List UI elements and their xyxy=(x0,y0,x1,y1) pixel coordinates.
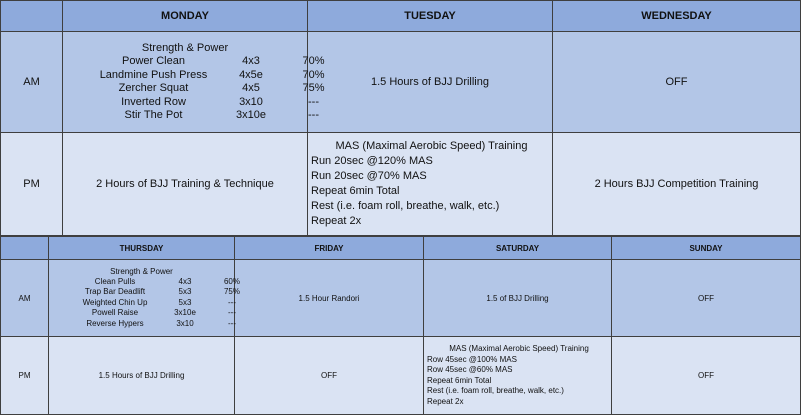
mas-line: Rest (i.e. foam roll, breathe, walk, etc.) xyxy=(311,200,500,212)
exercise-sets: 3x10e xyxy=(174,308,196,318)
exercise-sets: 3x10 xyxy=(239,95,263,108)
am-label: AM xyxy=(1,260,49,337)
exercise-sets: 5x3 xyxy=(178,287,192,297)
mas-line: Row 45sec @60% MAS xyxy=(427,365,513,374)
wednesday-pm-cell: 2 Hours BJJ Competition Training xyxy=(553,133,801,236)
mas-block xyxy=(308,139,552,229)
exercise-sets: 4x5e xyxy=(239,68,263,81)
lift-row xyxy=(71,287,240,298)
mas-block xyxy=(424,344,611,407)
exercise-sets: 3x10e xyxy=(236,109,266,122)
lift-row xyxy=(91,109,319,123)
mas-line: Repeat 6min Total xyxy=(311,185,400,197)
tuesday-pm-cell xyxy=(308,133,553,236)
exercise-name: Reverse Hypers xyxy=(86,318,144,328)
am-row xyxy=(1,32,801,133)
exercise-name: Inverted Row xyxy=(121,95,186,108)
lift-row xyxy=(91,95,319,110)
mas-line: Rest (i.e. foam roll, breathe, walk, etc.) xyxy=(427,386,564,395)
header-saturday: SATURDAY xyxy=(424,237,612,260)
header-tuesday: TUESDAY xyxy=(308,1,553,32)
exercise-intensity: 70% xyxy=(302,55,325,68)
exercise-intensity: --- xyxy=(228,318,236,328)
lift-block-title: Strength & Power xyxy=(141,42,229,55)
mas-line: Run 20sec @120% MAS xyxy=(311,155,433,167)
mas-line: Row 45sec @100% MAS xyxy=(427,354,517,364)
exercise-sets: 3x10 xyxy=(176,318,194,328)
wednesday-am-cell: OFF xyxy=(553,32,801,133)
exercise-intensity: --- xyxy=(308,95,319,108)
exercise-sets: 4x3 xyxy=(178,276,192,286)
exercise-intensity: 75% xyxy=(302,82,325,95)
header-row xyxy=(1,237,801,260)
lift-row xyxy=(91,68,325,83)
lift-row xyxy=(71,319,234,330)
lift-row xyxy=(91,55,325,69)
exercise-sets: 5x3 xyxy=(178,297,192,307)
exercise-sets: 4x5 xyxy=(242,82,260,95)
exercise-name: Clean Pulls xyxy=(94,276,136,286)
mas-line: Repeat 6min Total xyxy=(427,375,492,385)
pm-row xyxy=(1,133,801,236)
sunday-am-cell: OFF xyxy=(612,260,801,337)
lift-row xyxy=(71,298,234,309)
mas-line: Repeat 2x xyxy=(427,396,464,406)
thursday-pm-cell: 1.5 Hours of BJJ Drilling xyxy=(49,337,235,415)
mas-line: Repeat 2x xyxy=(311,215,362,227)
monday-am-cell xyxy=(63,32,325,133)
saturday-am-cell: 1.5 of BJJ Drilling xyxy=(424,260,612,337)
pm-label: PM xyxy=(1,133,63,236)
header-friday: FRIDAY xyxy=(235,237,424,260)
exercise-name: Powell Raise xyxy=(91,308,139,318)
exercise-name: Landmine Push Press xyxy=(99,68,208,81)
exercise-name: Stir The Pot xyxy=(124,109,183,122)
tuesday-am-cell: 1.5 Hours of BJJ Drilling xyxy=(308,32,553,133)
am-row xyxy=(1,260,801,337)
friday-pm-cell: OFF xyxy=(235,337,424,415)
mas-line: Run 20sec @70% MAS xyxy=(311,170,427,182)
sunday-pm-cell: OFF xyxy=(612,337,801,415)
exercise-intensity: --- xyxy=(308,109,319,122)
lift-row xyxy=(71,308,234,319)
lift-row xyxy=(91,82,325,96)
exercise-name: Zercher Squat xyxy=(118,82,189,95)
header-monday: MONDAY xyxy=(63,1,308,32)
saturday-pm-cell xyxy=(424,337,612,415)
am-label: AM xyxy=(1,32,63,133)
exercise-sets: 4x3 xyxy=(242,55,260,68)
exercise-name: Weighted Chin Up xyxy=(82,297,148,307)
monday-pm-cell: 2 Hours of BJJ Training & Technique xyxy=(63,133,308,236)
thursday-am-cell xyxy=(49,260,240,337)
mas-title: MAS (Maximal Aerobic Speed) Training xyxy=(335,140,528,152)
exercise-name: Power Clean xyxy=(122,55,185,68)
header-thursday: THURSDAY xyxy=(49,237,235,260)
exercise-intensity: 75% xyxy=(223,287,240,297)
lift-block-title: Strength & Power xyxy=(110,266,173,276)
header-wednesday: WEDNESDAY xyxy=(553,1,801,32)
header-row xyxy=(1,1,801,32)
header-corner xyxy=(1,1,63,32)
exercise-intensity: 70% xyxy=(302,68,325,81)
pm-row xyxy=(1,337,801,415)
header-corner xyxy=(1,237,49,260)
exercise-intensity: --- xyxy=(228,308,236,318)
pm-label: PM xyxy=(1,337,49,415)
schedule-table-thu-sun xyxy=(0,236,801,415)
friday-am-cell: 1.5 Hour Randori xyxy=(235,260,424,337)
exercise-intensity: 60% xyxy=(223,276,240,286)
mas-title: MAS (Maximal Aerobic Speed) Training xyxy=(449,344,589,353)
header-sunday: SUNDAY xyxy=(612,237,801,260)
lift-row xyxy=(71,276,240,288)
exercise-name: Trap Bar Deadlift xyxy=(84,287,146,297)
exercise-intensity: --- xyxy=(228,297,236,307)
